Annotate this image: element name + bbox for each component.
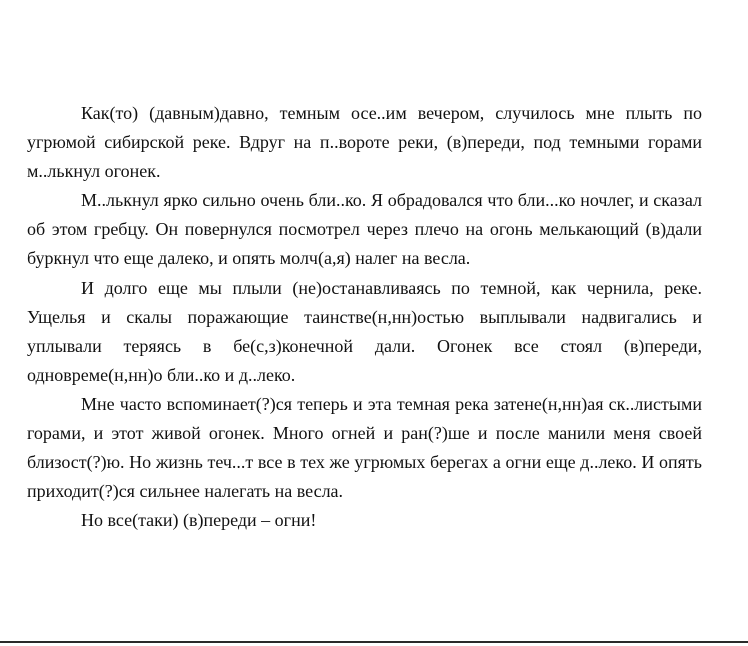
document-text xyxy=(27,99,702,535)
paragraph-1: Как(то) (давным)давно, темным осе..им вечером, случилось мне плыть по угрюмой сибирской реке. Вдруг на п..вороте реки, (в)переди, под темными горами м..лькнул огонек. xyxy=(27,103,702,182)
paragraph-3: И долго еще мы плыли (не)останавливаясь по темной, как чернила, реке. Ущелья и скалы поражающие таинстве(н,нн)остью выплывали надвигались и уплывали теряясь в бе(с,з)конечной дали. Огонек все стоял (в)переди, одновреме(н,нн)о бли..ко и д..леко. xyxy=(27,277,702,385)
paragraph-4: Мне часто вспоминает(?)ся теперь и эта темная река затене(н,нн)ая ск..листыми горами, и этот живой огонек. Много огней и ран(?)ше и после манили меня своей близост(?)ю. Но жизнь теч...т все в тех же угрюмых берегах а огни еще д..леко. И опять приходит(?)ся сильнее налегать на весла. xyxy=(27,393,702,502)
bottom-border-line xyxy=(0,641,748,643)
paragraph-5: Но все(таки) (в)переди – огни! xyxy=(81,510,317,531)
paragraph-2: М..лькнул ярко сильно очень бли..ко. Я обрадовался что бли...ко ночлег, и сказал об этом гребцу. Он повернулся посмотрел через плечо на огонь мелькающий (в)дали буркнул что еще далеко, и опять молч(а,я) налег на весла. xyxy=(27,190,702,269)
